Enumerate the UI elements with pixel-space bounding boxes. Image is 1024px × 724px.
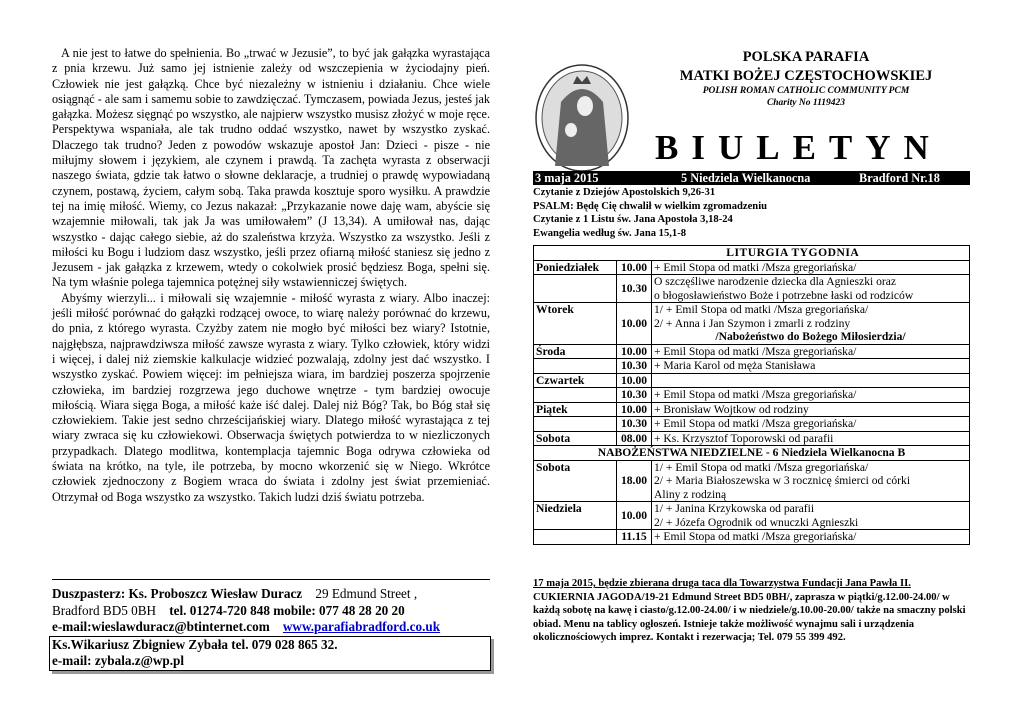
table-row: [534, 530, 970, 545]
mass-schedule-table: [533, 245, 970, 545]
mass-intention: + Emil Stopa od matki /Msza gregoriańska/: [652, 388, 970, 403]
mass-time: 10.00: [617, 344, 652, 359]
intention-line: 1/ + Emil Stopa od matki /Msza gregoriańska/: [654, 303, 869, 316]
intention-line: 1/ + Janina Krzykowska od parafii: [654, 502, 815, 515]
table-row: [534, 417, 970, 432]
mass-intention: + Emil Stopa od matki /Msza gregoriańska/: [652, 344, 970, 359]
mass-time: 10.00: [617, 260, 652, 275]
day-saturday-vigil: Sobota: [534, 460, 617, 502]
table-row: [534, 502, 970, 530]
intention-line: 1/ + Emil Stopa od matki /Msza gregoriańska/: [654, 460, 869, 474]
table-row: [534, 246, 970, 261]
article-text: [52, 46, 490, 505]
liturgical-sunday: 5 Niedziela Wielkanocna: [681, 171, 811, 185]
table-row: [534, 446, 970, 461]
pastor-email: e-mail:wieslawduracz@btinternet.com: [52, 619, 270, 635]
vicar-info: Ks.Wikariusz Zbigniew Zybała tel. 079 028 865 32.: [52, 636, 338, 652]
mass-intention: + Emil Stopa od matki /Msza gregoriańska/: [652, 530, 970, 545]
day-monday: Poniedziałek: [534, 260, 617, 275]
readings-list: [533, 186, 970, 240]
mass-time: 10.30: [617, 417, 652, 432]
mass-intention: [652, 502, 970, 530]
mass-time: 10.30: [617, 388, 652, 403]
address: 29 Edmund Street ,: [315, 586, 418, 601]
table-row: [534, 431, 970, 446]
gospel: Ewangelia według św. Jana 15,1-8: [533, 227, 687, 239]
mass-intention: + Maria Karol od męża Stanisława: [652, 359, 970, 374]
bulletin-date: 3 maja 2015: [535, 171, 599, 185]
psalm: PSALM: Będę Cię chwalił w wielkim zgromadzeniu: [533, 200, 768, 212]
article-column: [52, 46, 490, 505]
schedule-header: LITURGIA TYGODNIA: [617, 246, 970, 261]
intention-line: 2/ + Anna i Jan Szymon i zmarli z rodziny: [654, 316, 851, 330]
devotion-line: /Nabożeństwo do Bożego Miłosierdzia/: [715, 330, 906, 343]
table-row: [534, 359, 970, 374]
parish-english-name: POLISH ROMAN CATHOLIC COMMUNITY PCM: [702, 86, 910, 96]
vicar-box: [49, 636, 491, 671]
mass-time: 11.15: [617, 530, 652, 545]
pastor-name: Duszpasterz: Ks. Proboszcz Wiesław Duracz: [52, 586, 303, 601]
table-row: [534, 303, 970, 345]
table-row: [534, 275, 970, 303]
article-paragraph-2: Abyśmy wierzyli... i miłowali się wzajemnie - miłość wyrasta z wiary. Albo inaczej: jeśli miłość porównać do gałązki rodzącej owoce, to wiarę należy porównać do krzewu, do pnia, z którego wyrasta. Czyżby zatem nie mogło być miłości bez wiary? Istotnie, najgłębsza, najprawdziwsza miłość zawsze wyrasta z wiary. Tylko człowiek, który widzi i więcej, i dalej niż ziemskie kalkulacje widzieć pozwalają, zdolny jest dać wszystko. I wszystko zyskać. Powiem więcej: im pełniejsza wiara, im bardziej poszerza spojrzenie człowieka, im bardziej rozgrzewa jego duchowe wnętrze - tym bardziej owocuje miłością. Wiara sięga Boga, a miłość każe iść dalej. Dalej niż Bóg? Tak, bo Bóg stał się człowiekiem. Takie jest sedno chrześcijańskiej wiary. Dlatego miłość wyrastająca z tej wiary zwraca się ku człowiekowi. Obserwacja świętych potwierdza to w niezliczonych przypadkach. Dlatego modlitwa, kontemplacja tajemnic Boga odrywa człowieka od świata na krótko, na tyle, ile potrzeba, by mocno wkorzenić się w Niego. Wkrótce człowiek zjednoczony z Bogiem wraca do świata i zdolny jest świat przemieniać. Otrzymał od Boga wszystko za wszystko. Takich ludzi dziś światu potrzeba.: [52, 290, 490, 504]
contact-block: [52, 586, 490, 671]
article-paragraph-1: A nie jest to łatwe do spełnienia. Bo „trwać w Jezusie”, to być jak gałązka wyrastająca z pnia krzewu. Już samo jej istnienie zależy od wszczepienia w życiodajny pień. Człowiek nie jest gałązką. Chce być niezależny w istnieniu i działaniu. Chce wiele osiągnąć - ale sam i samemu sobie to zawdzięczać. Tymczasem, powiada Jezus, jesteś jak gałązka. Możesz sięgnąć po wszystko, ale najpierw wszystko musisz złożyć w moje ręce. Perspektywa wspaniała, ale tak trudno oddać wszystko, nawet by wszystko zyskać. Dlaczego tak trudno? Jeden z powodów wskazuje apostoł Jan: Dzieci - pisze - nie miłujmy słowem i językiem, ale czynem i prawdą. Ta zachęta wyrasta z obserwacji naszego świata, gdzie tak łatwo o słowne deklaracje, a trudniej o prawdę wypowiadaną czynem, postawą, życiem, całym sobą. Taka prawda kosztuje sporo wysiłku. A prawdzie tej na imię miłość. Wiemy, co Jezus nakazał: „Przykazanie nowe daję wam, abyście się wzajemnie miłowali, tak jak Ja was umiłowałem” (J 13,34). A umiłował nas, dając wszystko - dając całego siebie, aż do szaleństwa krzyża. Wszystko za wszystko. Jeśli z miłości ku Bogu i ludziom dasz wszystko, jeśli przez ofiarną miłość staniesz się jedno z Jezusem - jak gałązka z krzewem, wtedy o cokolwiek prosić będziesz Boga, spełni się. Na tym właśnie polega tajemnica potężnej siły wstawienniczej świętych.: [52, 46, 490, 290]
mass-time: 10.30: [617, 275, 652, 303]
announcements: [533, 577, 970, 645]
day-friday: Piątek: [534, 402, 617, 417]
phone-numbers: tel. 01274-720 848 mobile: 077 48 28 20 20: [169, 602, 405, 618]
intention-line: o błogosławieństwo Boże i potrzebne łaski od rodziców: [654, 288, 914, 302]
mass-time: 08.00: [617, 431, 652, 446]
table-row: [534, 260, 970, 275]
mass-intention: + Bronisław Wojtkow od rodziny: [652, 402, 970, 417]
mass-intention: [652, 303, 970, 345]
charity-number: Charity No 1119423: [766, 97, 846, 108]
info-bar: [533, 171, 970, 185]
parish-website-link[interactable]: www.parafiabradford.co.uk: [282, 619, 441, 635]
bakery-notice: CUKIERNIA JAGODA/19-21 Edmund Street BD5 0BH/, zaprasza w piątki/g.12.00-24.00/ w każdą sobotę na kawę i ciasto/g.12.00-24.00/ i w niedziele/g.10.00-20.00/ także na smaczny polski obiad. Menu na tablicy ogłoszeń. Istnieje także możliwość wynajmu sali i urządzenia okolicznościowych imprez. Kontakt i rezerwacja; Tel. 079 55 399 492.: [533, 591, 966, 643]
intention-line: 2/ + Józefa Ogrodnik od wnuczki Agnieszki: [654, 515, 859, 529]
intention-line: 2/ + Maria Białoszewska w 3 rocznicę śmierci od córki: [654, 474, 911, 487]
mass-time: 10.00: [617, 303, 652, 345]
mass-time: 18.00: [617, 460, 652, 502]
day-sunday: Niedziela: [534, 502, 617, 530]
table-row: [534, 402, 970, 417]
madonna-icon: [533, 62, 631, 174]
mass-intention: + Emil Stopa od matki /Msza gregoriańska/: [652, 260, 970, 275]
issue-number: Bradford Nr.18: [859, 171, 940, 185]
postcode: Bradford BD5 0BH: [52, 602, 157, 618]
day-saturday: Sobota: [534, 431, 617, 446]
divider: [52, 579, 490, 580]
reading-2: Czytanie z 1 Listu św. Jana Apostoła 3,18-24: [533, 214, 733, 225]
day-tuesday: Wtorek: [534, 303, 617, 345]
mass-intention: + Emil Stopa od matki /Msza gregoriańska/: [652, 417, 970, 432]
collection-notice: 17 maja 2015, będzie zbierana druga taca dla Towarzystwa Fundacji Jana Pawła II.: [533, 578, 911, 589]
mass-intention: [652, 460, 970, 502]
parish-name-line-2: MATKI BOŻEJ CZĘSTOCHOWSKIEJ: [679, 68, 933, 84]
vicar-email: e-mail: zybala.z@wp.pl: [52, 653, 185, 669]
parish-header: [636, 48, 976, 109]
intention-line: O szczęśliwe narodzenie dziecka dla Agnieszki oraz: [654, 275, 897, 288]
table-row: [534, 460, 970, 502]
bulletin-title: BIULETYN: [655, 128, 942, 167]
mass-intention: + Ks. Krzysztof Toporowski od parafii: [652, 431, 970, 446]
mass-intention: [652, 275, 970, 303]
mass-time: 10.00: [617, 373, 652, 388]
table-row: [534, 373, 970, 388]
mass-time: 10.00: [617, 502, 652, 530]
table-row: [534, 388, 970, 403]
day-thursday: Czwartek: [534, 373, 617, 388]
mass-time: 10.30: [617, 359, 652, 374]
mass-time: 10.00: [617, 402, 652, 417]
sunday-services-header: NABOŻEŃSTWA NIEDZIELNE - 6 Niedziela Wielkanocna B: [534, 446, 970, 461]
day-wednesday: Środa: [534, 344, 617, 359]
table-row: [534, 344, 970, 359]
mass-intention: [652, 373, 970, 388]
parish-name-line-1: POLSKA PARAFIA: [742, 49, 870, 65]
reading-1: Czytanie z Dziejów Apostolskich 9,26-31: [533, 187, 716, 198]
intention-line: Aliny z rodziną: [654, 487, 727, 501]
